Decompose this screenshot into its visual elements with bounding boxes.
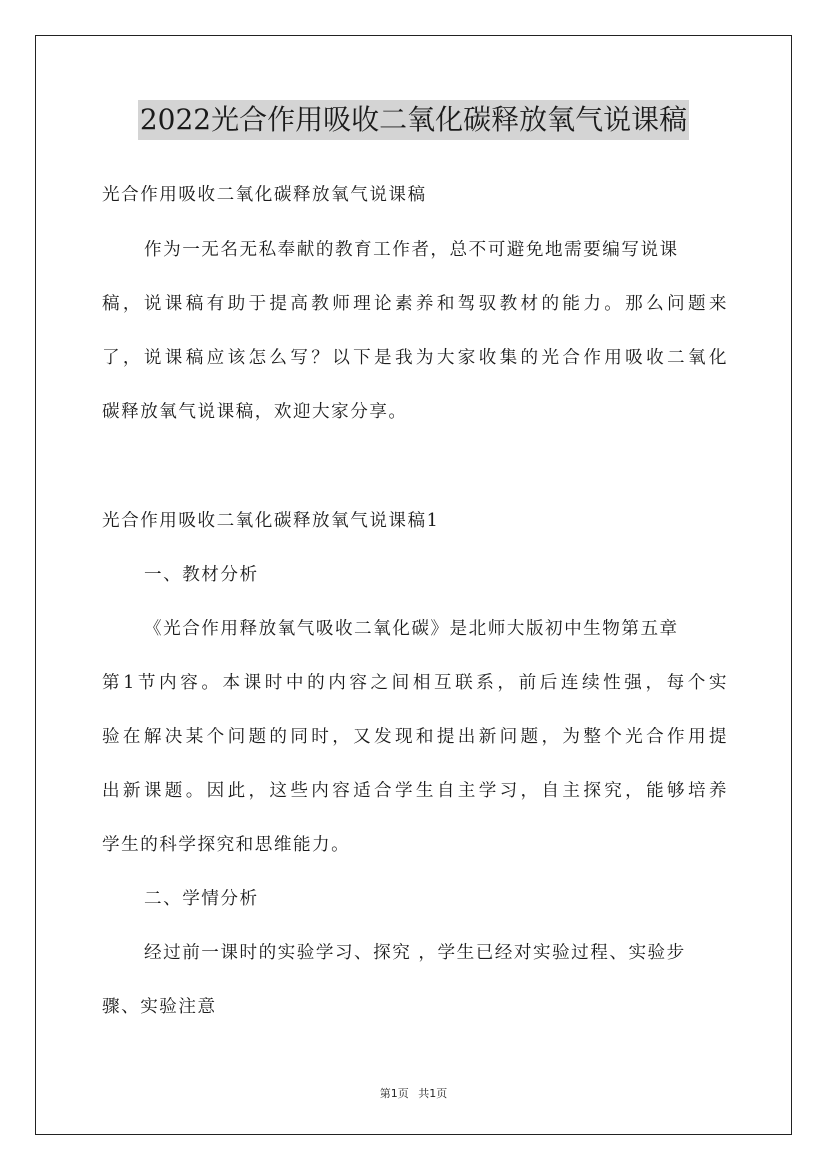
intro-line: 碳释放氧气说课稿，欢迎大家分享。 <box>102 402 408 422</box>
paragraph-line: 学生的科学探究和思维能力。 <box>102 835 351 855</box>
paragraph-line: 经过前一课时的实验学习、探究 ，学生已经对实验过程、实验步 <box>144 943 686 963</box>
page-number: 第1页 <box>379 1087 409 1100</box>
heading-textbook-analysis: 一、教材分析 <box>144 565 259 585</box>
paragraph-line: 骤、实验注意 <box>102 997 217 1017</box>
page-total: 共1页 <box>418 1087 448 1100</box>
section-title: 光合作用吸收二氧化碳释放氧气说课稿1 <box>102 511 440 531</box>
intro-line: 了，说课稿应该怎么写？以下是我为大家收集的光合作用吸收二氧化 <box>102 348 728 368</box>
intro-line: 稿，说课稿有助于提高教师理论素养和驾驭教材的能力。那么问题来 <box>102 294 728 314</box>
heading-student-analysis: 二、学情分析 <box>144 889 259 909</box>
page-footer <box>0 1085 827 1101</box>
paragraph-line: 第1节内容。本课时中的内容之间相互联系，前后连续性强，每个实 <box>102 673 728 693</box>
document-title: 2022光合作用吸收二氧化碳释放氧气说课稿 <box>138 100 689 140</box>
paragraph-line: 验在解决某个问题的同时，又发现和提出新问题，为整个光合作用提 <box>102 727 728 747</box>
title-container <box>0 100 827 140</box>
paragraph-line: 《光合作用释放氧气吸收二氧化碳》是北师大版初中生物第五章 <box>144 619 679 639</box>
document-subtitle: 光合作用吸收二氧化碳释放氧气说课稿 <box>102 185 427 205</box>
intro-line: 作为一无名无私奉献的教育工作者，总不可避免地需要编写说课 <box>144 240 679 260</box>
paragraph-line: 出新课题。因此，这些内容适合学生自主学习，自主探究，能够培养 <box>102 781 728 801</box>
